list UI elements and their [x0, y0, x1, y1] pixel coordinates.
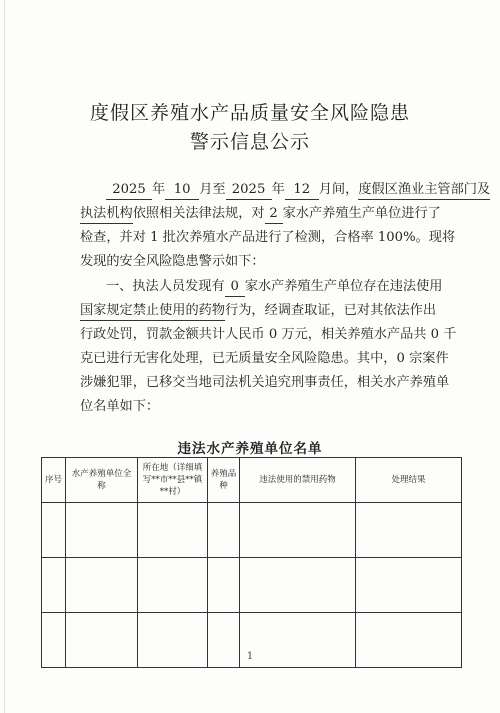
- paragraph-line: [80, 202, 452, 226]
- table-cell: [42, 558, 66, 613]
- paragraph-line: 发现的安全风险隐患警示如下：: [80, 254, 265, 269]
- table-cell: [356, 558, 462, 613]
- table-row: [42, 558, 462, 613]
- text-fragment: 月间，: [318, 182, 359, 197]
- violator-list-table: [41, 457, 462, 668]
- document-title-line2: 警示信息公示: [189, 131, 310, 153]
- text-fragment: 家水产养殖生产单位进行了: [282, 206, 441, 221]
- table-cell: [208, 503, 240, 558]
- text-fragment: 家水产养殖生产单位存在违法使用: [244, 279, 443, 294]
- violator-count-field: 0: [225, 278, 245, 297]
- column-header-index: 序号: [42, 458, 66, 503]
- month-start-field: 10: [165, 181, 199, 200]
- paragraph-line: 涉嫌犯罪，已移交当地司法机关追究刑事责任，相关水产养殖单: [80, 375, 450, 390]
- paragraph-line: [80, 275, 452, 299]
- text-fragment: 年: [152, 182, 166, 197]
- table-cell: [66, 503, 138, 558]
- column-header-species: 养殖品种: [208, 458, 240, 503]
- table-cell: [66, 558, 138, 613]
- table-cell: [240, 503, 356, 558]
- month-end-field: 12: [285, 181, 319, 200]
- paragraph-inspection-summary: [80, 178, 491, 274]
- paragraph-line: 位名单如下：: [80, 399, 160, 414]
- table-row: [42, 503, 462, 558]
- page-number: 1: [246, 651, 254, 662]
- paragraph-line: 行政处罚，罚款金额共计人民币 0 万元，相关养殖水产品共 0 千: [80, 327, 457, 342]
- authority-field: 度假区渔业主管部门及: [358, 181, 490, 200]
- text-fragment: 依照相关法律法规，对: [132, 206, 265, 221]
- table-cell: [138, 558, 208, 613]
- column-header-banned-drug: 违法使用的禁用药物: [240, 458, 356, 503]
- column-header-location: 所在地（详细填写**市**县**镇**村）: [138, 458, 208, 503]
- text-fragment: 一、执法人员发现有: [106, 279, 225, 294]
- column-header-unit-name: 水产养殖单位全称: [66, 458, 138, 503]
- year-start-field: 2025: [106, 181, 152, 200]
- banned-drug-field: 国家规定禁止使用的药物: [80, 302, 225, 321]
- table-cell: [208, 558, 240, 613]
- paragraph-line: [80, 299, 452, 323]
- table-cell: [42, 503, 66, 558]
- paragraph-line: 克已进行无害化处理，已无质量安全风险隐患。其中，0 宗案件: [80, 351, 449, 366]
- table-header-row: [42, 458, 462, 503]
- text-fragment: 行为，经调查取证，已对其依法作出: [225, 303, 437, 318]
- text-fragment: 月至: [199, 182, 226, 197]
- document-title-line1: 度假区养殖水产品质量安全风险隐患: [89, 102, 410, 124]
- table-cell: [240, 558, 356, 613]
- text-fragment: 年: [271, 182, 285, 197]
- unit-count-field: 2: [265, 205, 283, 224]
- table-cell: [356, 503, 462, 558]
- year-end-field: 2025: [226, 181, 272, 200]
- paragraph-line: 检查，并对 1 批次养殖水产品进行了检测，合格率 100%。现将: [80, 230, 456, 245]
- authority-field-continued: 执法机构: [80, 205, 133, 224]
- column-header-result: 处理结果: [356, 458, 462, 503]
- table-title: 违法水产养殖单位名单: [177, 441, 323, 457]
- paragraph-line: [80, 178, 491, 202]
- table-cell: [138, 503, 208, 558]
- paragraph-violations: [80, 275, 457, 419]
